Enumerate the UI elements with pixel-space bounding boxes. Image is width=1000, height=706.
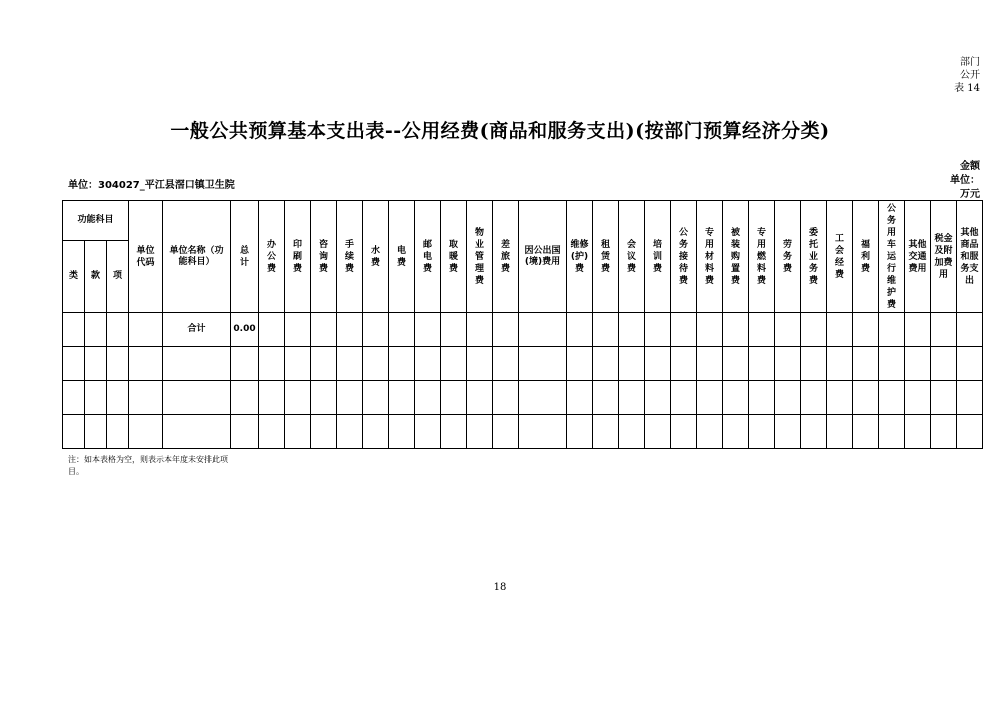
col-header: 培训费 bbox=[645, 201, 671, 313]
col-header: 公务接待费 bbox=[671, 201, 697, 313]
col-header: 维修(护)费 bbox=[567, 201, 593, 313]
corner-line: 公开 bbox=[960, 70, 980, 81]
col-header: 咨询费 bbox=[311, 201, 337, 313]
col-header: 电费 bbox=[389, 201, 415, 313]
lei-header: 类 bbox=[63, 241, 85, 313]
col-header: 手续费 bbox=[337, 201, 363, 313]
col-header: 租赁费 bbox=[593, 201, 619, 313]
col-header: 因公出国(境)费用 bbox=[519, 201, 567, 313]
col-header: 会议费 bbox=[619, 201, 645, 313]
unit-name-header: 单位名称（功能科目） bbox=[163, 201, 231, 313]
amount-unit-line: 单位： bbox=[950, 175, 980, 186]
expense-table bbox=[62, 200, 983, 449]
table-number-label bbox=[954, 56, 980, 95]
table-row bbox=[63, 415, 983, 449]
amount-unit-line: 金额 bbox=[960, 161, 980, 172]
amount-unit-line: 万元 bbox=[960, 189, 980, 200]
corner-line: 表 14 bbox=[954, 83, 980, 94]
table-row bbox=[63, 313, 983, 347]
page-title: 一般公共预算基本支出表--公用经费(商品和服务支出)(按部门预算经济分类) bbox=[170, 120, 830, 142]
col-header: 被装购置费 bbox=[723, 201, 749, 313]
col-header: 水费 bbox=[363, 201, 389, 313]
col-header: 物业管理费 bbox=[467, 201, 493, 313]
corner-line: 部门 bbox=[960, 57, 980, 68]
row-name: 合计 bbox=[163, 313, 231, 347]
func-subject-header: 功能科目 bbox=[63, 201, 129, 241]
page-number: 18 bbox=[493, 582, 507, 593]
row-total: 0.00 bbox=[231, 313, 259, 347]
col-header: 委托业务费 bbox=[801, 201, 827, 313]
total-header: 总计 bbox=[231, 201, 259, 313]
col-header: 劳务费 bbox=[775, 201, 801, 313]
col-header: 专用燃料费 bbox=[749, 201, 775, 313]
col-header: 取暖费 bbox=[441, 201, 467, 313]
table-row bbox=[63, 381, 983, 415]
table-row bbox=[63, 347, 983, 381]
unit-label: 单位：304027_平江县滘口镇卫生院 bbox=[68, 180, 235, 191]
col-header: 公务用车运行维护费 bbox=[879, 201, 905, 313]
col-header: 工会经费 bbox=[827, 201, 853, 313]
col-header: 专用材料费 bbox=[697, 201, 723, 313]
xiang-header: 项 bbox=[107, 241, 129, 313]
col-header: 印刷费 bbox=[285, 201, 311, 313]
col-header: 其他商品和服务支出 bbox=[957, 201, 983, 313]
footnote: 注：如本表格为空，则表示本年度未安排此项目。 bbox=[68, 455, 228, 476]
unit-code-header: 单位代码 bbox=[129, 201, 163, 313]
kuan-header: 款 bbox=[85, 241, 107, 313]
col-header: 差旅费 bbox=[493, 201, 519, 313]
col-header: 福利费 bbox=[853, 201, 879, 313]
col-header: 办公费 bbox=[259, 201, 285, 313]
col-header: 邮电费 bbox=[415, 201, 441, 313]
col-header: 其他交通费用 bbox=[905, 201, 931, 313]
amount-unit-label bbox=[940, 160, 980, 202]
col-header: 税金及附加费用 bbox=[931, 201, 957, 313]
